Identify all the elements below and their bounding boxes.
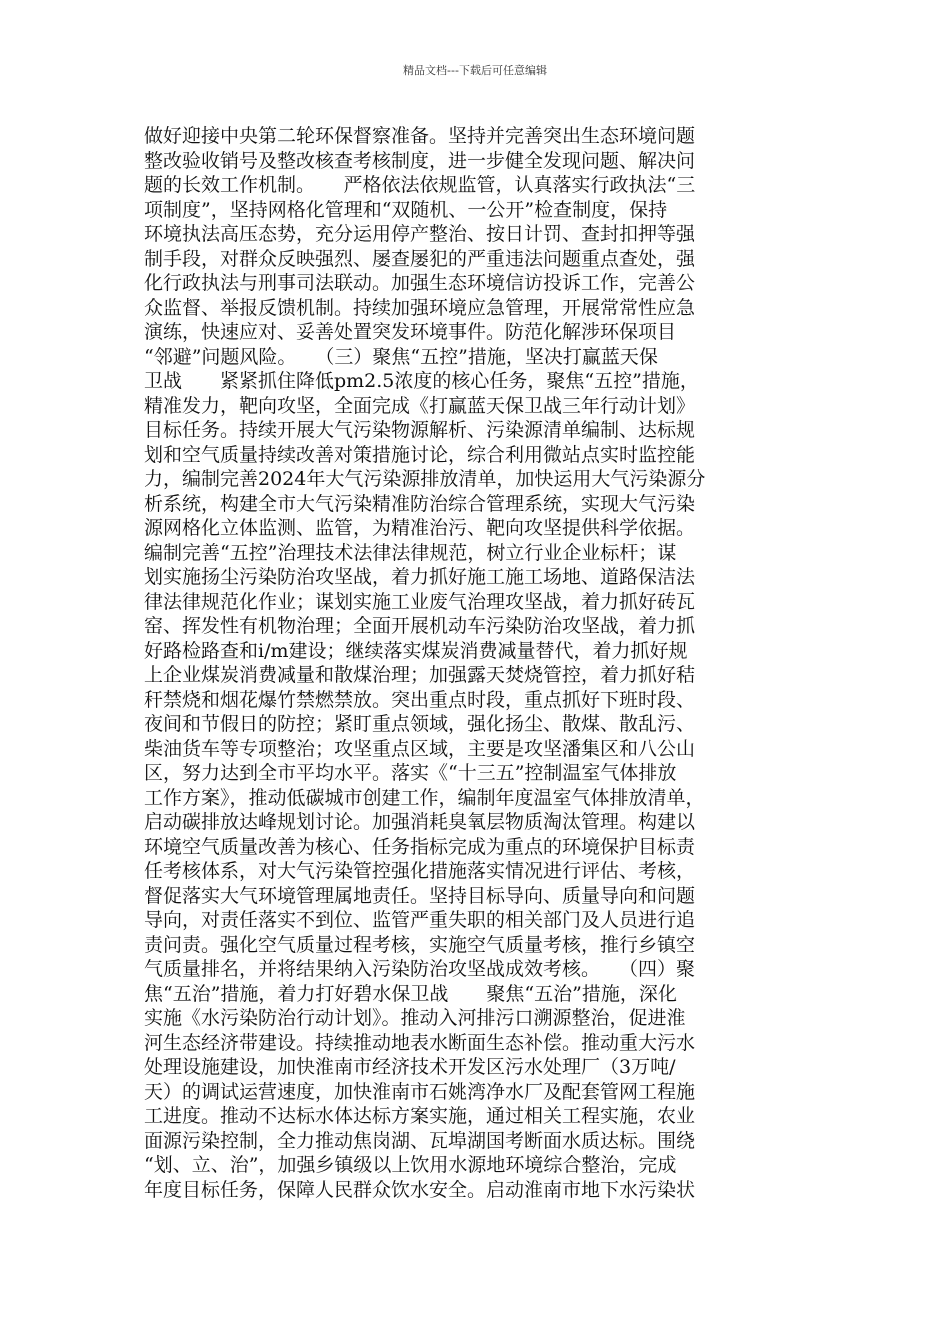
text-line: 柴油货车等专项整治；攻坚重点区域，主要是攻坚潘集区和八公山 xyxy=(144,737,696,760)
text-line: 年度目标任务，保障人民群众饮水安全。启动淮南市地下水污染状 xyxy=(144,1178,696,1201)
text-line: 制手段，对群众反映强烈、屡查屡犯的严重违法问题重点查处，强 xyxy=(144,247,696,270)
text-line: 秆禁烧和烟花爆竹禁燃禁放。突出重点时段，重点抓好下班时段、 xyxy=(144,688,696,711)
text-line: 精准发力，靶向攻坚，全面完成《打赢蓝天保卫战三年行动计划》 xyxy=(144,394,696,417)
text-line: 律法律规范化作业；谋划实施工业废气治理攻坚战，着力抓好砖瓦 xyxy=(144,590,696,613)
text-line: 工进度。推动不达标水体达标方案实施，通过相关工程实施，农业 xyxy=(144,1105,696,1127)
text-line: 化行政执法与刑事司法联动。加强生态环境信访投诉工作，完善公 xyxy=(144,272,696,294)
text-line: 划实施扬尘污染防治攻坚战，着力抓好施工施工场地、道路保洁法 xyxy=(144,566,696,588)
text-line: 源网格化立体监测、监管，为精准治污、靶向攻坚提供科学依据。 xyxy=(144,517,696,539)
text-line: 天）的调试运营速度，加快淮南市石姚湾净水厂及配套管网工程施 xyxy=(144,1080,696,1103)
page-header: 精品文档---下载后可任意编辑 xyxy=(403,64,547,77)
text-line: 好路检路查和i/m建设；继续落实煤炭消费减量替代，着力抓好规 xyxy=(144,639,688,662)
text-line: 力，编制完善2024年大气污染源排放清单，加快运用大气污染源分 xyxy=(144,468,706,490)
text-line: 目标任务。持续开展大气污染物源解析、污染源清单编制、达标规 xyxy=(144,419,696,441)
text-line: 做好迎接中央第二轮环保督察准备。坚持并完善突出生态环境问题 xyxy=(144,125,696,147)
text-line: 析系统，构建全市大气污染精准防治综合管理系统，实现大气污染 xyxy=(144,492,696,515)
text-line: 窑、挥发性有机物治理；全面开展机动车污染防治攻坚战，着力抓 xyxy=(144,615,696,637)
text-line: 环境空气质量改善为核心、任务指标完成为重点的环境保护目标责 xyxy=(144,835,696,858)
text-line: 项制度”，坚持网格化管理和“双随机、一公开”检查制度，保持 xyxy=(144,198,668,221)
text-line: 环境执法高压态势，充分运用停产整治、按日计罚、查封扣押等强 xyxy=(144,223,696,245)
text-line: 工作方案》，推动低碳城市创建工作，编制年度温室气体排放清单， xyxy=(144,786,705,809)
text-line: “划、立、治”，加强乡镇级以上饮用水源地环境综合整治，完成 xyxy=(144,1154,677,1176)
text-line: 责问责。强化空气质量过程考核，实施空气质量考核，推行乡镇空 xyxy=(144,933,696,956)
text-line: 督促落实大气环境管理属地责任。坚持目标导向、质量导向和问题 xyxy=(144,884,696,907)
text-line: “邻避”问题风险。 （三）聚焦“五控”措施，坚决打赢蓝天保 xyxy=(144,345,658,368)
text-line: 夜间和节假日的防控；紧盯重点领域，强化扬尘、散煤、散乱污、 xyxy=(144,713,696,735)
text-line: 焦“五治”措施，着力打好碧水保卫战 聚焦“五治”措施，深化 xyxy=(144,982,677,1005)
text-line: 导向，对责任落实不到位、监管严重失职的相关部门及人员进行追 xyxy=(144,909,696,931)
document-body xyxy=(144,124,816,1202)
text-line: 河生态经济带建设。持续推动地表水断面生态补偿。推动重大污水 xyxy=(144,1031,696,1054)
text-line: 整改验收销号及整改核查考核制度，进一步健全发现问题、解决问 xyxy=(144,149,696,172)
text-line: 任考核体系，对大气污染管控强化措施落实情况进行评估、考核， xyxy=(144,860,696,882)
text-line: 面源污染控制，全力推动焦岗湖、瓦埠湖国考断面水质达标。围绕 xyxy=(144,1129,696,1152)
text-line: 划和空气质量持续改善对策措施讨论，综合利用微站点实时监控能 xyxy=(144,443,696,466)
text-line: 气质量排名，并将结果纳入污染防治攻坚战成效考核。 （四）聚 xyxy=(144,958,696,980)
text-line: 实施《水污染防治行动计划》。推动入河排污口溯源整治，促进淮 xyxy=(144,1007,686,1029)
text-line: 区，努力达到全市平均水平。落实《“十三五”控制温室气体排放 xyxy=(144,762,677,784)
text-line: 演练，快速应对、妥善处置突发环境事件。防范化解涉环保项目 xyxy=(144,321,677,343)
text-line: 题的长效工作机制。 严格依法依规监管，认真落实行政执法“三 xyxy=(144,174,696,196)
text-line: 众监督、举报反馈机制。持续加强环境应急管理，开展常常性应急 xyxy=(144,296,696,319)
text-line: 处理设施建设，加快淮南市经济技术开发区污水处理厂（3万吨/ xyxy=(144,1056,676,1078)
text-line: 卫战 紧紧抓住降低pm2.5浓度的核心任务，聚焦“五控”措施， xyxy=(144,370,699,392)
text-line: 启动碳排放达峰规划讨论。加强消耗臭氧层物质淘汰管理。构建以 xyxy=(144,811,696,833)
text-line: 编制完善“五控”治理技术法律法律规范，树立行业企业标杆；谋 xyxy=(144,541,677,564)
text-line: 上企业煤炭消费减量和散煤治理；加强露天焚烧管控，着力抓好秸 xyxy=(144,664,696,686)
